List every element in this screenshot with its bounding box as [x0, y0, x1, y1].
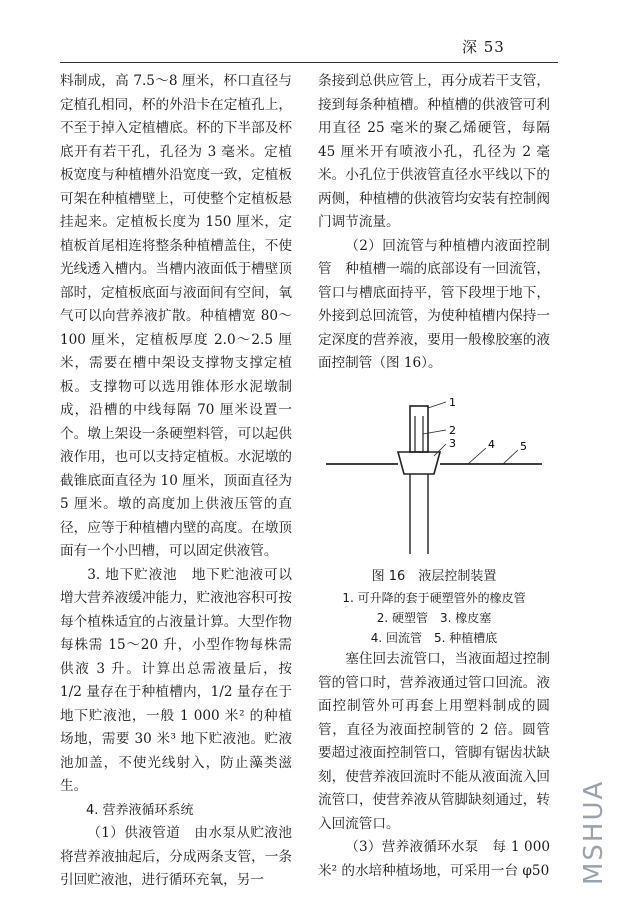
figure-legend-item: 4. 回流管 5. 种植槽底 — [370, 631, 498, 645]
right-column — [318, 70, 550, 883]
figure-caption: 图 16 液层控制装置 — [371, 568, 497, 584]
figure-label-4: 4 — [488, 437, 495, 451]
leader-line — [503, 450, 518, 464]
paragraph: （3）营养液循环水泵 每 1 000 米² 的水培种植场地，可采用一台 φ50 — [318, 839, 550, 879]
paragraph: 料制成，高 7.5～8 厘米，杯口直径与定植孔相同，杯的外沿卡在定植孔上，不至于掉入定植槽底。杯的下半部及杯底开有若干孔，孔径为 3 毫米。定植板宽度与种植槽外沿宽度一致，定植板可架在种植槽壁上，可使整个定植板悬挂起来。定植板长度为 150 厘米，定植板首尾相连将整条种植槽盖住，不使光线透入槽内。当槽内液面低于槽壁顶部时，定植板底面与液面间有空间，氧气可以向营养液扩散。种植槽宽 80～100 厘米，定植板厚度 2.0～2.5 厘米，需要在槽中架设支撑物支撑定植板。支撑物可以选用锥体形水泥墩制成，沿槽的中线每隔 70 厘米设置一个。墩上架设一条硬塑料管，可以起供液作用，也可以支持定植板。水泥墩的截锥底面直径为 10 厘米，顶面直径为 5 厘米。墩的高度加上供液压管的直径，应等于种植槽内壁的高度。在墩顶面有一个小凹槽，可以固定供液管。 — [60, 73, 292, 559]
rubber-sleeve-tube — [410, 406, 428, 452]
section-heading: 4. 营养液循环系统 — [86, 802, 194, 818]
paragraph: （2）回流管与种植槽内液面控制管 种植槽一端的底部设有一回流管，管口与槽底面持平，管下段埋于地下，外接到总回流管，为使种植槽内保持一定深度的营养液，要用一般橡胶塞的液面控制管（图 16）。 — [318, 237, 550, 371]
page-header — [0, 10, 617, 62]
paragraph: 条接到总供应管上，再分成若干支管，接到每条种植槽。种植槽的供液管可利用直径 25 毫米的聚乙烯硬管，每隔 45 厘米开有喷液小孔，孔径为 2 毫米。小孔位于供液管直径水平线以下的两侧，种植槽的供液管均安装有控制阀门调节流量。 — [318, 73, 550, 230]
paragraph: （1）供液管道 由水泵从贮液池将营养液抽起后，分成两条支管，一条引回贮液池，进行循环充氧，另一 — [60, 825, 292, 888]
figure-label-1: 1 — [449, 395, 456, 409]
leader-line — [428, 402, 446, 408]
rubber-plug — [398, 452, 440, 474]
paragraph: 3. 地下贮液池 地下贮池液可以增大营养液缓冲能力，贮液池容积可按每个植株适宜的占液量计算。大型作物每株需 15～20 升，小型作物每株需供液 3 升。计算出总需液量后，按 1/2 量存在于种植槽内，1/2 量存在于地下贮液池，一般 1 000 米² 的种植场地，需要 30 米³ 地下贮液池。贮液池加盖，不使光线射入，防止藻类滋生。 — [60, 566, 292, 794]
leader-line — [468, 448, 486, 464]
figure-legend-item: 2. 硬塑管 3. 橡皮塞 — [376, 611, 492, 625]
running-head: 深 53 — [462, 38, 505, 56]
figure-label-3: 3 — [449, 436, 456, 450]
header-rule — [60, 62, 558, 63]
leader-line — [423, 430, 446, 434]
watermark — [572, 730, 612, 890]
liquid-level-control-diagram — [318, 394, 550, 559]
figure-label-2: 2 — [449, 423, 456, 437]
paragraph: 塞住回去流管口，当液面超过控制管的管口时，营养液通过管口回流。液面控制管外可再套上用塑料制成的圆管，直径为液面控制管的 2 倍。圆管要超过液面控制管口，管脚有锯齿状缺刻，使营养液回流时不能从液面流入回流管口，使营养液从管脚缺刻通过，转入回流管口。 — [318, 651, 550, 832]
figure-16 — [318, 394, 550, 649]
left-column — [60, 70, 292, 893]
figure-legend-item: 1. 可升降的套于硬塑管外的橡皮管 — [342, 591, 526, 605]
figure-label-5: 5 — [520, 439, 527, 453]
watermark-text: MSHUA — [579, 779, 609, 885]
